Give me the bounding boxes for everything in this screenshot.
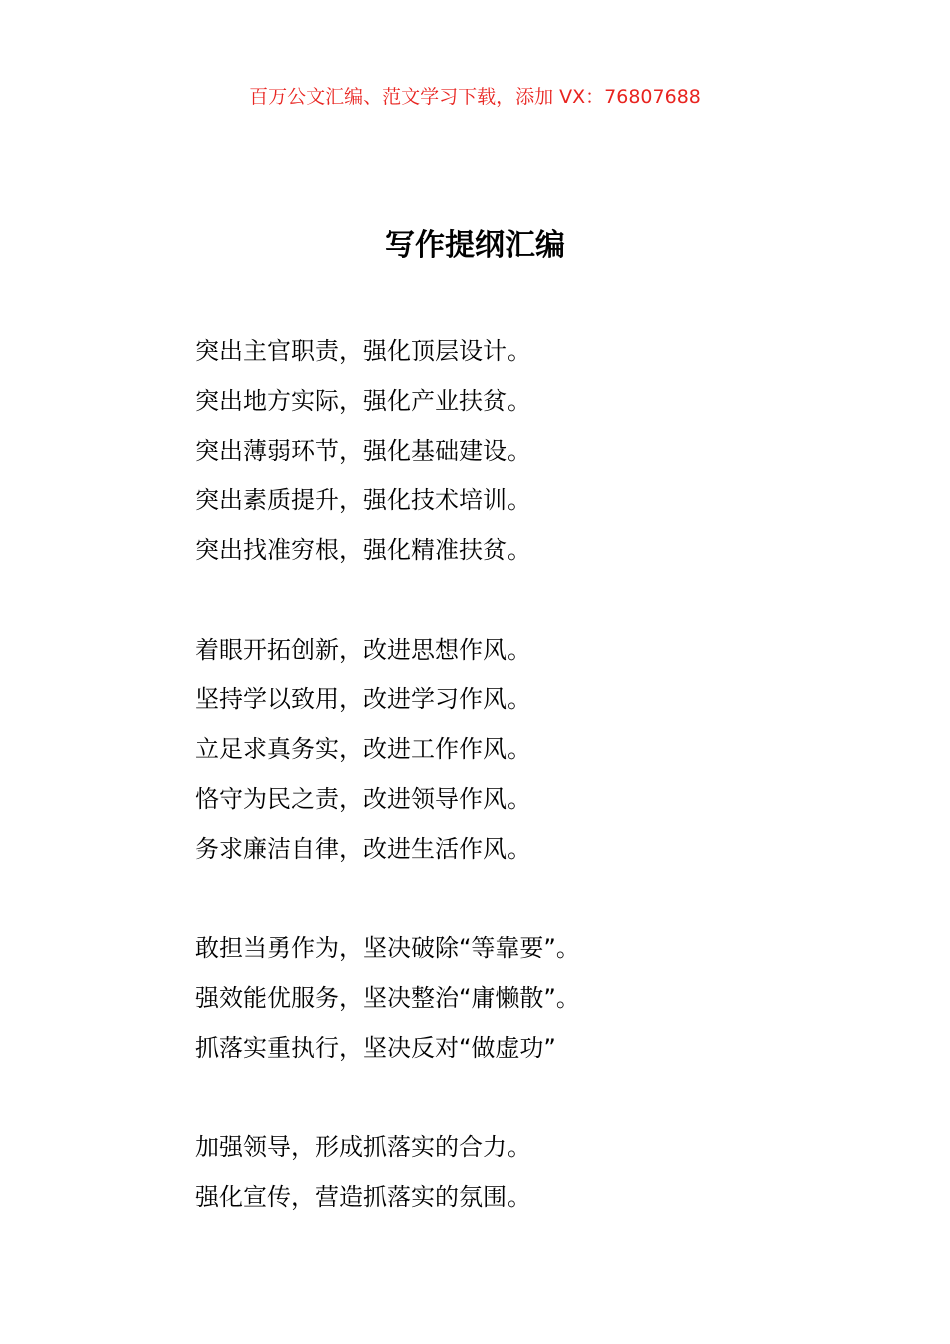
text-line: 突出薄弱环节，强化基础建设。 bbox=[195, 436, 531, 465]
text-line: 坚持学以致用，改进学习作风。 bbox=[195, 685, 531, 714]
text-line: 抓落实重执行，坚决反对“做虚功” bbox=[195, 1033, 556, 1062]
text-line: 立足求真务实，改进工作作风。 bbox=[195, 735, 531, 763]
text-line: 强化宣传，营造抓落实的氛围。 bbox=[195, 1182, 531, 1211]
document-body bbox=[195, 327, 895, 1272]
text-line: 敢担当勇作为，坚决破除“等靠要”。 bbox=[195, 934, 580, 962]
page-title: 写作提纲汇编 bbox=[385, 228, 565, 263]
text-line: 强效能优服务，坚决整治“庸懒散”。 bbox=[195, 983, 580, 1012]
text-line: 着眼开拓创新，改进思想作风。 bbox=[195, 635, 531, 664]
text-line: 恪守为民之责，改进领导作风。 bbox=[195, 784, 531, 813]
text-line: 突出素质提升，强化技术培训。 bbox=[195, 486, 531, 515]
paragraph-group-4 bbox=[195, 1123, 895, 1223]
paragraph-group-3 bbox=[195, 924, 895, 1073]
text-line: 务求廉洁自律，改进生活作风。 bbox=[195, 834, 531, 863]
paragraph-group-2 bbox=[195, 626, 895, 875]
header-watermark-text: 百万公文汇编、范文学习下载，添加 VX：76807688 bbox=[249, 86, 701, 108]
paragraph-group-1 bbox=[195, 327, 895, 576]
text-line: 突出主官职责，强化顶层设计。 bbox=[195, 337, 531, 365]
text-line: 加强领导，形成抓落实的合力。 bbox=[195, 1133, 531, 1161]
text-line: 突出找准穷根，强化精准扶贫。 bbox=[195, 536, 531, 564]
text-line: 突出地方实际，强化产业扶贫。 bbox=[195, 386, 531, 415]
